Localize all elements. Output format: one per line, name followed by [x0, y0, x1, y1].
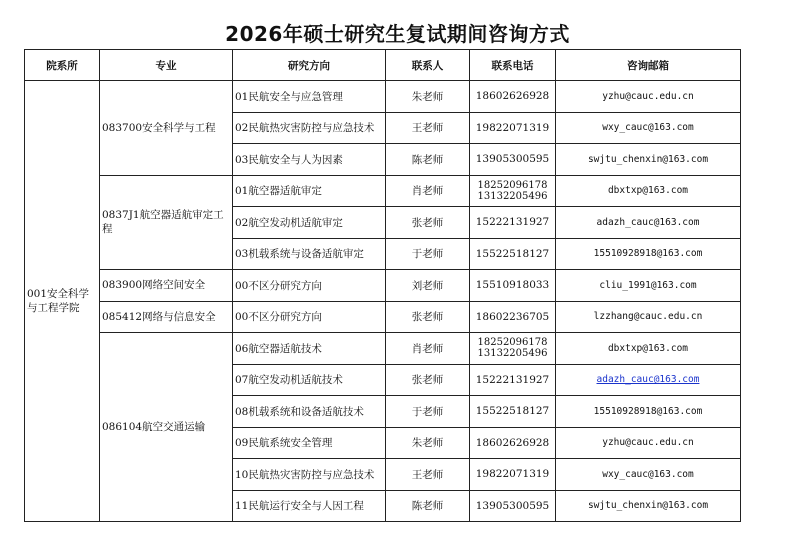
contact-cell: 肖老师 — [386, 175, 470, 207]
email-cell: 15510928918@163.com — [556, 238, 741, 270]
table-row — [25, 175, 741, 207]
phone-cell: 18602626928 — [470, 81, 556, 113]
table-row — [25, 270, 741, 302]
contact-cell: 陈老师 — [386, 490, 470, 522]
phone-cell: 13905300595 — [470, 144, 556, 176]
contact-cell: 王老师 — [386, 459, 470, 491]
major-cell: 083700安全科学与工程 — [100, 81, 233, 176]
direction-cell: 06航空器适航技术 — [233, 333, 386, 365]
email-cell: wxy_cauc@163.com — [556, 459, 741, 491]
header-major: 专业 — [100, 50, 233, 81]
email-cell: yzhu@cauc.edu.cn — [556, 427, 741, 459]
direction-cell: 01航空器适航审定 — [233, 175, 386, 207]
phone-cell: 15522518127 — [470, 396, 556, 428]
direction-cell: 00不区分研究方向 — [233, 301, 386, 333]
major-cell: 086104航空交通运输 — [100, 333, 233, 522]
page-title: 2026年硕士研究生复试期间咨询方式 — [225, 22, 570, 46]
direction-cell: 09民航系统安全管理 — [233, 427, 386, 459]
email-cell: yzhu@cauc.edu.cn — [556, 81, 741, 113]
phone-cell — [470, 333, 556, 365]
phone-cell: 13905300595 — [470, 490, 556, 522]
contact-cell: 张老师 — [386, 207, 470, 239]
phone-cell: 15222131927 — [470, 364, 556, 396]
table-header-row — [25, 50, 741, 81]
phone-primary: 18252096178 — [477, 337, 548, 349]
contact-cell: 张老师 — [386, 364, 470, 396]
contact-cell: 王老师 — [386, 112, 470, 144]
header-phone: 联系电话 — [470, 50, 556, 81]
contact-cell: 张老师 — [386, 301, 470, 333]
header-contact: 联系人 — [386, 50, 470, 81]
email-cell: cliu_1991@163.com — [556, 270, 741, 302]
phone-cell: 15222131927 — [470, 207, 556, 239]
contact-cell: 朱老师 — [386, 427, 470, 459]
department-cell: 001安全科学与工程学院 — [25, 81, 100, 522]
direction-cell: 03民航安全与人为因素 — [233, 144, 386, 176]
major-cell: 0837J1航空器适航审定工程 — [100, 175, 233, 270]
email-cell: adazh_cauc@163.com — [556, 207, 741, 239]
contact-cell: 于老师 — [386, 238, 470, 270]
contact-cell: 于老师 — [386, 396, 470, 428]
direction-cell: 08机载系统和设备适航技术 — [233, 396, 386, 428]
major-cell: 085412网络与信息安全 — [100, 301, 233, 333]
direction-cell: 02航空发动机适航审定 — [233, 207, 386, 239]
email-cell: swjtu_chenxin@163.com — [556, 490, 741, 522]
email-cell: wxy_cauc@163.com — [556, 112, 741, 144]
header-department: 院系所 — [25, 50, 100, 81]
phone-cell — [470, 175, 556, 207]
phone-cell: 19822071319 — [470, 112, 556, 144]
direction-cell: 00不区分研究方向 — [233, 270, 386, 302]
phone-cell: 15522518127 — [470, 238, 556, 270]
contact-cell: 陈老师 — [386, 144, 470, 176]
email-cell — [556, 364, 741, 396]
direction-cell: 11民航运行安全与人因工程 — [233, 490, 386, 522]
contact-table — [24, 49, 741, 522]
table-row — [25, 333, 741, 365]
email-cell: swjtu_chenxin@163.com — [556, 144, 741, 176]
phone-secondary: 13132205496 — [477, 190, 548, 202]
direction-cell: 03机载系统与设备适航审定 — [233, 238, 386, 270]
phone-secondary: 13132205496 — [477, 348, 548, 360]
contact-cell: 肖老师 — [386, 333, 470, 365]
header-direction: 研究方向 — [233, 50, 386, 81]
direction-cell: 01民航安全与应急管理 — [233, 81, 386, 113]
direction-cell: 07航空发动机适航技术 — [233, 364, 386, 396]
phone-cell: 19822071319 — [470, 459, 556, 491]
contact-cell: 刘老师 — [386, 270, 470, 302]
major-cell: 083900网络空间安全 — [100, 270, 233, 302]
email-cell: 15510928918@163.com — [556, 396, 741, 428]
email-cell: lzzhang@cauc.edu.cn — [556, 301, 741, 333]
direction-cell: 02民航热灾害防控与应急技术 — [233, 112, 386, 144]
table-row — [25, 81, 741, 113]
email-link[interactable]: adazh_cauc@163.com — [596, 374, 700, 386]
phone-cell: 18602236705 — [470, 301, 556, 333]
email-cell: dbxtxp@163.com — [556, 333, 741, 365]
email-cell: dbxtxp@163.com — [556, 175, 741, 207]
contact-cell: 朱老师 — [386, 81, 470, 113]
header-email: 咨询邮箱 — [556, 50, 741, 81]
table-row — [25, 301, 741, 333]
phone-cell: 18602626928 — [470, 427, 556, 459]
direction-cell: 10民航热灾害防控与应急技术 — [233, 459, 386, 491]
phone-cell: 15510918033 — [470, 270, 556, 302]
phone-primary: 18252096178 — [477, 179, 548, 191]
